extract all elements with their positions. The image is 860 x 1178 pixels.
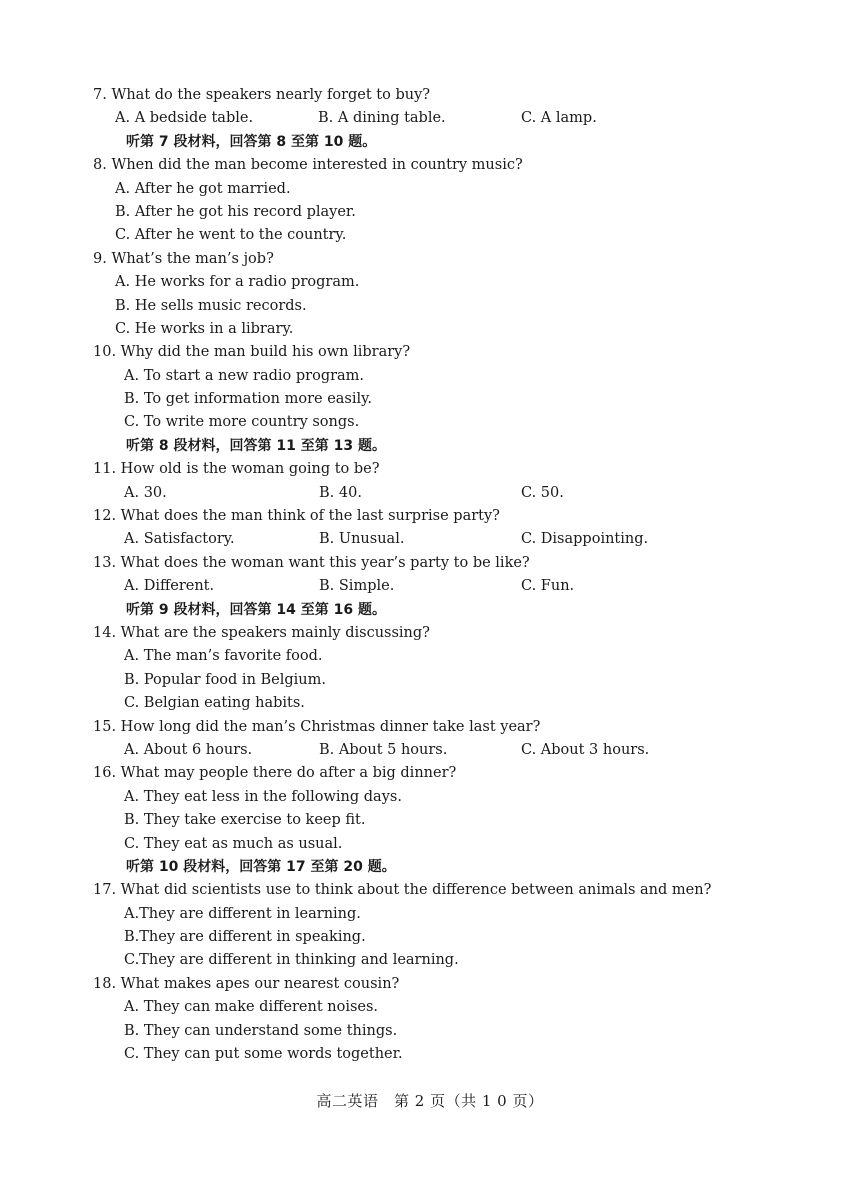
option-a: A. They can make different noises.: [124, 999, 379, 1016]
question-7-stem: 7. What do the speakers nearly forget to buy?: [93, 87, 431, 103]
question-10-stem: 10. Why did the man build his own library?: [93, 344, 411, 361]
option-c: C. After he went to the country.: [115, 227, 347, 244]
option-c: C. Disappointing.: [521, 531, 649, 548]
option-a: A. After he got married.: [115, 180, 291, 197]
section-heading-10: 听第 10 段材料，回答第 17 至第 20 题。: [126, 858, 396, 875]
option-c: C. To write more country songs.: [124, 414, 360, 431]
option-a: A. He works for a radio program.: [115, 274, 360, 291]
option-a: A. The man’s favorite food.: [124, 648, 323, 665]
option-c: C. A lamp.: [521, 110, 597, 127]
option-b: B. They can understand some things.: [124, 1022, 398, 1039]
option-b: B. They take exercise to keep fit.: [124, 812, 366, 829]
question-11-options: [93, 482, 813, 505]
question-16-stem: 16. What may people there do after a big dinner?: [93, 765, 457, 782]
question-17-stem: 17. What did scientists use to think about the difference between animals and men?: [93, 882, 712, 899]
option-b: B. After he got his record player.: [115, 203, 356, 220]
question-18-stem: 18. What makes apes our nearest cousin?: [93, 975, 400, 992]
option-c: C. 50.: [521, 484, 564, 501]
option-c: C.They are different in thinking and learning.: [124, 952, 459, 969]
option-a: A. About 6 hours.: [124, 741, 253, 758]
question-14-stem: 14. What are the speakers mainly discussing?: [93, 624, 430, 641]
question-15-options: [93, 739, 813, 762]
question-12-stem: 12. What does the man think of the last surprise party?: [93, 508, 500, 525]
option-c: C. He works in a library.: [115, 320, 294, 337]
option-c: C. Belgian eating habits.: [124, 695, 305, 712]
option-c: C. Fun.: [521, 578, 575, 595]
question-13-stem: 13. What does the woman want this year’s party to be like?: [93, 554, 530, 571]
option-c: C. They can put some words together.: [124, 1046, 403, 1063]
question-9-stem: 9. What’s the man’s job?: [93, 250, 274, 267]
option-b: B. Unusual.: [319, 531, 405, 548]
option-a: A. They eat less in the following days.: [124, 788, 402, 805]
option-b: B. To get information more easily.: [124, 391, 373, 408]
question-8-stem: 8. When did the man become interested in country music?: [93, 157, 523, 174]
section-heading-7: 听第 7 段材料，回答第 8 至第 10 题。: [126, 133, 377, 150]
option-b: B. A dining table.: [318, 110, 446, 127]
page-footer: 高二英语 第 2 页（共 1 0 页）: [316, 1092, 544, 1110]
option-b: B. Popular food in Belgium.: [124, 671, 327, 688]
question-13-options: [93, 575, 813, 598]
option-a: A. Different.: [124, 578, 215, 595]
option-c: C. They eat as much as usual.: [124, 835, 343, 852]
option-b: B. He sells music records.: [115, 297, 307, 314]
option-b: B. Simple.: [319, 578, 395, 595]
option-a: A. To start a new radio program.: [124, 367, 365, 384]
question-11-stem: 11. How old is the woman going to be?: [93, 461, 380, 478]
question-7-options: [93, 107, 813, 130]
option-a: A.They are different in learning.: [124, 905, 361, 922]
option-b: B.They are different in speaking.: [124, 929, 366, 946]
question-12-options: [93, 528, 813, 551]
option-a: A. 30.: [124, 484, 167, 501]
option-a: A. A bedside table.: [115, 110, 254, 127]
question-15-stem: 15. How long did the man’s Christmas dinner take last year?: [93, 718, 541, 735]
option-b: B. About 5 hours.: [319, 741, 448, 758]
section-heading-8: 听第 8 段材料，回答第 11 至第 13 题。: [126, 437, 386, 454]
section-heading-9: 听第 9 段材料，回答第 14 至第 16 题。: [126, 601, 386, 618]
option-a: A. Satisfactory.: [124, 531, 235, 548]
question-list: [93, 84, 813, 1066]
option-b: B. 40.: [319, 484, 362, 501]
option-c: C. About 3 hours.: [521, 741, 650, 758]
